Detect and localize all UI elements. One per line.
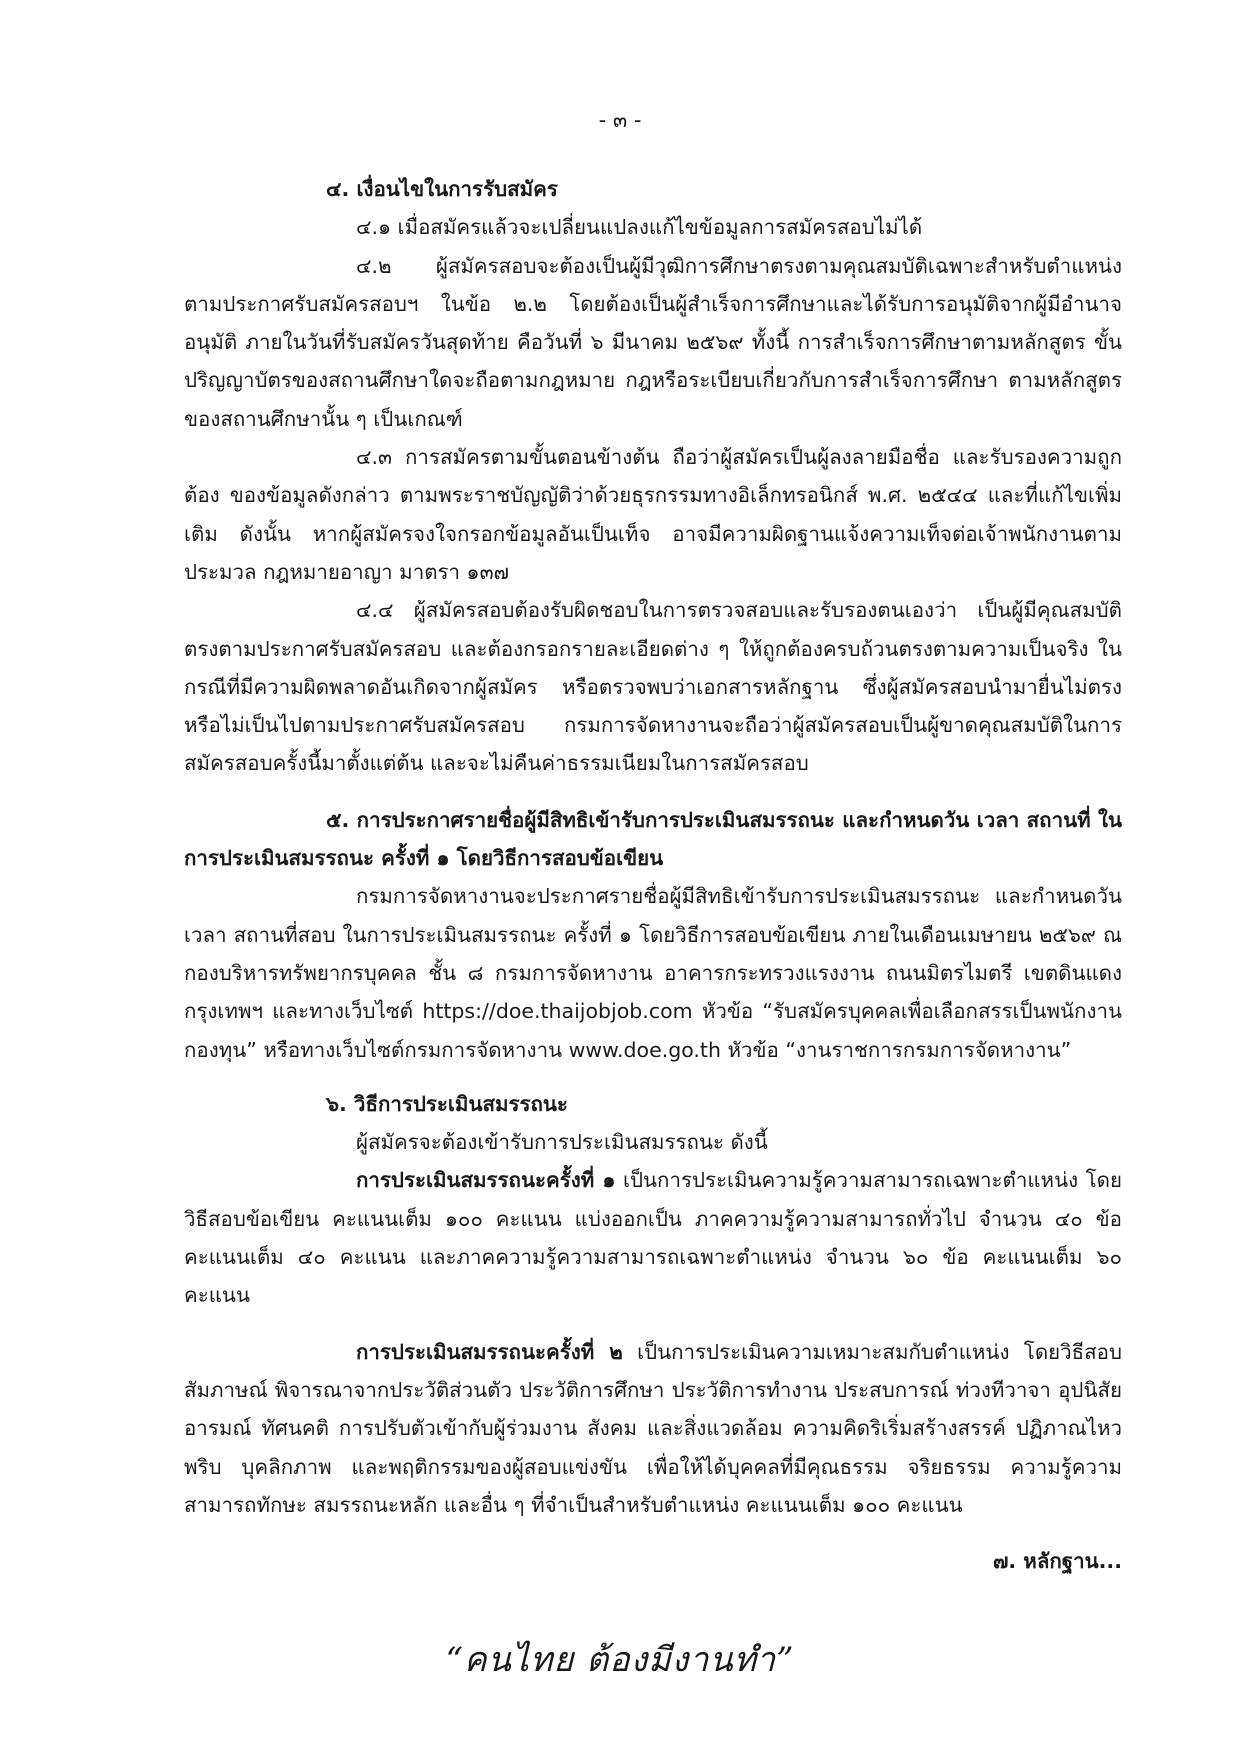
section-5-body: กรมการจัดหางานจะประกาศรายชื่อผู้มีสิทธิเข้ารับการประเมินสมรรถนะ และกำหนดวัน เวลา สถานที่สอบ ในการประเมินสมรรถนะ ครั้งที่ ๑ โดยวิธีการสอบข้อเขียน ภายในเดือนเมษายน ๒๕๖๙ ณ กองบริหารทรัพยากรบุคคล ชั้น ๘ กรมการจัดหางาน อาคารกระทรวงแรงงาน ถนนมิตรไมตรี เขตดินแดง กรุงเทพฯ และทางเว็บไซต์ https://doe.thaijobjob.com หัวข้อ “รับสมัครบุคคลเพื่อเลือกสรรเป็นพนักงาน กองทุน” หรือทางเว็บไซต์กรมการจัดหางาน www.doe.go.th หัวข้อ “งานราชการกรมการจัดหางาน” [184, 884, 1122, 1062]
section-5-heading: ๕. การประกาศรายชื่อผู้มีสิทธิเข้ารับการประเมินสมรรถนะ และกำหนดวัน เวลา สถานที่ ในการประเมินสมรรถนะ ครั้งที่ ๑ โดยวิธีการสอบข้อเขียน [184, 807, 1122, 871]
section-6-heading: ๖. วิธีการประเมินสมรรถนะ [326, 1091, 568, 1116]
document-body [184, 170, 1122, 1524]
section-4-item-4: ๔.๔ ผู้สมัครสอบต้องรับผิดชอบในการตรวจสอบและรับรองตนเองว่า เป็นผู้มีคุณสมบัติ ตรงตามประกาศรับสมัครสอบ และต้องกรอกรายละเอียดต่าง ๆ ให้ถูกต้องครบถ้วนตรงตามความเป็นจริง ในกรณีที่มีความผิดพลาดอันเกิดจากผู้สมัคร หรือตรวจพบว่าเอกสารหลักฐาน ซึ่งผู้สมัครสอบนำมายื่นไม่ตรง หรือไม่เป็นไปตามประกาศรับสมัครสอบ กรมการจัดหางานจะถือว่าผู้สมัครสอบเป็นผู้ขาดคุณสมบัติในการ สมัครสอบครั้งนี้มาตั้งแต่ต้น และจะไม่คืนค่าธรรมเนียมในการสมัครสอบ [184, 598, 1122, 776]
section-4-item-1: ๔.๑ เมื่อสมัครแล้วจะเปลี่ยนแปลงแก้ไขข้อมูลการสมัครสอบไม่ได้ [356, 215, 923, 240]
section-6-round-1 [184, 1161, 1122, 1314]
section-4-item-3: ๔.๓ การสมัครตามขั้นตอนข้างต้น ถือว่าผู้สมัครเป็นผู้ลงลายมือชื่อ และรับรองความถูกต้อง ของข้อมูลดังกล่าว ตามพระราชบัญญัติว่าด้วยธุรกรรมทางอิเล็กทรอนิกส์ พ.ศ. ๒๕๔๔ และที่แก้ไขเพิ่มเติม ดังนั้น หากผู้สมัครจงใจกรอกข้อมูลอันเป็นเท็จ อาจมีความผิดฐานแจ้งความเท็จต่อเจ้าพนักงานตามประมวล กฎหมายอาญา มาตรา ๑๓๗ [184, 445, 1122, 584]
section-4-heading: ๔. เงื่อนไขในการรับสมัคร [326, 177, 558, 201]
round-1-label: การประเมินสมรรถนะครั้งที่ ๑ [356, 1168, 616, 1193]
section-6-intro: ผู้สมัครจะต้องเข้ารับการประเมินสมรรถนะ ดังนี้ [356, 1130, 768, 1155]
round-2-label: การประเมินสมรรถนะครั้งที่ ๒ [356, 1339, 623, 1364]
section-4-item-2: ๔.๒ ผู้สมัครสอบจะต้องเป็นผู้มีวุฒิการศึกษาตรงตามคุณสมบัติเฉพาะสำหรับตำแหน่ง ตามประกาศรับสมัครสอบฯ ในข้อ ๒.๒ โดยต้องเป็นผู้สำเร็จการศึกษาและได้รับการอนุมัติจากผู้มีอำนาจอนุมัติ ภายในวันที่รับสมัครวันสุดท้าย คือวันที่ ๖ มีนาคม ๒๕๖๙ ทั้งนี้ การสำเร็จการศึกษาตามหลักสูตร ขั้นปริญญาบัตรของสถานศึกษาใดจะถือตามกฎหมาย กฎหรือระเบียบเกี่ยวกับการสำเร็จการศึกษา ตามหลักสูตรของสถานศึกษานั้น ๆ เป็นเกณฑ์ [184, 253, 1122, 431]
round-2-text: เป็นการประเมินความเหมาะสมกับตำแหน่ง โดยวิธีสอบ สัมภาษณ์ พิจารณาจากประวัติส่วนตัว ประวัติการศึกษา ประวัติการทำงาน ประสบการณ์ ท่วงทีวาจา อุปนิสัย อารมณ์ ทัศนคติ การปรับตัวเข้ากับผู้ร่วมงาน สังคม และสิ่งแวดล้อม ความคิดริเริ่มสร้างสรรค์ ปฏิภาณไหวพริบ บุคลิกภาพ และพฤติกรรมของผู้สอบแข่งขัน เพื่อให้ได้บุคคลที่มีคุณธรรม จริยธรรม ความรู้ความสามารถทักษะ สมรรถนะหลัก และอื่น ๆ ที่จำเป็นสำหรับตำแหน่ง คะแนนเต็ม ๑๐๐ คะแนน [184, 1339, 1123, 1517]
paragraph-gap [184, 1315, 1122, 1333]
footer-motto: “คนไทย ต้องมีงานทำ” [445, 1640, 795, 1680]
page-number: - ๓ - [598, 108, 642, 132]
section-6-round-2 [184, 1333, 1122, 1524]
continuation-marker: ๗. หลักฐาน... [992, 1549, 1122, 1573]
round-1-text: เป็นการประเมินความรู้ความสามารถเฉพาะตำแหน่ง โดยวิธีสอบข้อเขียน คะแนนเต็ม ๑๐๐ คะแนน แบ่งออกเป็น ภาคความรู้ความสามารถทั่วไป จำนวน ๔๐ ข้อ คะแนนเต็ม ๔๐ คะแนน และภาคความรู้ความสามารถเฉพาะตำแหน่ง จำนวน ๖๐ ข้อ คะแนนเต็ม ๖๐ คะแนน [184, 1168, 1122, 1308]
